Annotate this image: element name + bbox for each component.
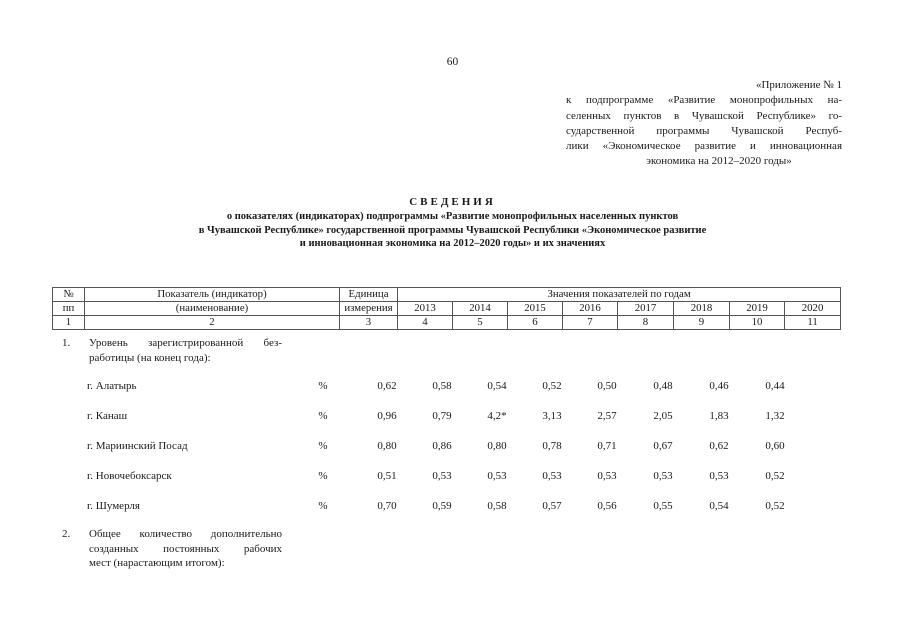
row-value: 0,78 bbox=[542, 440, 562, 452]
section-title-line: мест (нарастающим итогом): bbox=[89, 557, 225, 569]
header-year: 2018 bbox=[674, 302, 730, 316]
header-values-by-year: Значения показателей по годам bbox=[398, 288, 841, 302]
appendix-line: селенных пунктов в Чувашской Республике» го- bbox=[566, 109, 842, 122]
row-unit: % bbox=[318, 410, 328, 422]
table-row bbox=[52, 409, 840, 423]
subtitle-line: в Чувашской Республике» государственной программы Чувашской Республики «Экономическое развитие bbox=[198, 224, 707, 236]
column-number: 9 bbox=[674, 316, 730, 330]
row-value: 0,52 bbox=[542, 380, 562, 392]
section-number: 1. bbox=[62, 337, 71, 349]
row-value: 0,52 bbox=[765, 500, 785, 512]
appendix-title: «Приложение № 1 bbox=[755, 79, 842, 91]
row-value: 4,2* bbox=[487, 410, 507, 422]
row-value: 0,53 bbox=[542, 470, 562, 482]
row-value: 0,79 bbox=[432, 410, 452, 422]
row-value: 0,53 bbox=[432, 470, 452, 482]
row-value: 0,55 bbox=[653, 500, 673, 512]
column-number: 4 bbox=[398, 316, 453, 330]
header-year: 2019 bbox=[730, 302, 785, 316]
header-year: 2015 bbox=[508, 302, 563, 316]
row-value: 3,13 bbox=[542, 410, 562, 422]
row-value: 0,80 bbox=[377, 440, 397, 452]
row-unit: % bbox=[318, 500, 328, 512]
row-value: 0,70 bbox=[377, 500, 397, 512]
table-row bbox=[52, 379, 840, 393]
document-title: СВЕДЕНИЯ bbox=[409, 196, 496, 208]
header-year: 2020 bbox=[785, 302, 841, 316]
row-value: 0,80 bbox=[487, 440, 507, 452]
section-title bbox=[89, 527, 282, 571]
row-unit: % bbox=[318, 440, 328, 452]
row-value: 0,57 bbox=[542, 500, 562, 512]
row-value: 0,54 bbox=[709, 500, 729, 512]
row-name: г. Канаш bbox=[87, 410, 128, 422]
row-value: 0,46 bbox=[709, 380, 729, 392]
row-value: 0,50 bbox=[597, 380, 617, 392]
appendix-line: к подпрограмме «Развитие монопрофильных на- bbox=[566, 94, 842, 107]
row-value: 0,62 bbox=[377, 380, 397, 392]
column-number: 6 bbox=[508, 316, 563, 330]
row-unit: % bbox=[318, 380, 328, 392]
section-title-line: работицы (на конец года): bbox=[89, 351, 211, 364]
row-name: г. Алатырь bbox=[87, 380, 137, 392]
appendix-note bbox=[566, 78, 842, 170]
row-value: 0,58 bbox=[432, 380, 452, 392]
section-title-line: Общее количество дополнительно bbox=[89, 528, 282, 540]
row-value: 0,53 bbox=[487, 470, 507, 482]
section-title-line: созданных постоянных рабочих bbox=[89, 542, 282, 555]
row-value: 0,71 bbox=[597, 440, 617, 452]
document-subtitle bbox=[0, 210, 905, 251]
indicators-table-header bbox=[52, 287, 841, 330]
row-value: 0,58 bbox=[487, 500, 507, 512]
row-value: 0,96 bbox=[377, 410, 397, 422]
section-number: 2. bbox=[62, 528, 71, 540]
column-number: 11 bbox=[785, 316, 841, 330]
row-value: 0,86 bbox=[432, 440, 452, 452]
header-num: № bbox=[53, 288, 85, 302]
column-number: 2 bbox=[85, 316, 340, 330]
appendix-line: экономика на 2012–2020 годы» bbox=[646, 155, 792, 168]
column-number: 1 bbox=[53, 316, 85, 330]
section-title-line: Уровень зарегистрированной без- bbox=[89, 337, 282, 349]
row-value: 0,59 bbox=[432, 500, 452, 512]
column-number: 5 bbox=[453, 316, 508, 330]
subtitle-line: о показателях (индикаторах) подпрограммы «Развитие монопрофильных населенных пунктов bbox=[226, 211, 679, 222]
column-number: 8 bbox=[618, 316, 674, 330]
row-unit: % bbox=[318, 470, 328, 482]
page-number: 60 bbox=[446, 56, 459, 68]
row-value: 0,54 bbox=[487, 380, 507, 392]
row-value: 0,51 bbox=[377, 470, 397, 482]
row-value: 0,53 bbox=[709, 470, 729, 482]
header-num: пп bbox=[53, 302, 85, 316]
row-name: г. Мариинский Посад bbox=[87, 440, 188, 452]
row-value: 0,52 bbox=[765, 470, 785, 482]
column-number: 7 bbox=[563, 316, 618, 330]
row-value: 0,48 bbox=[653, 380, 673, 392]
header-year: 2014 bbox=[453, 302, 508, 316]
header-unit: Единица bbox=[340, 288, 398, 302]
table-row bbox=[52, 499, 840, 513]
row-value: 0,53 bbox=[653, 470, 673, 482]
header-indicator: (наименование) bbox=[85, 302, 340, 316]
appendix-line: сударственной программы Чувашской Респуб- bbox=[566, 124, 842, 137]
header-year: 2013 bbox=[398, 302, 453, 316]
appendix-line: лики «Экономическое развитие и инновационная bbox=[566, 140, 842, 153]
header-year: 2016 bbox=[563, 302, 618, 316]
header-indicator: Показатель (индикатор) bbox=[85, 288, 340, 302]
table-row bbox=[52, 439, 840, 453]
row-value: 2,05 bbox=[653, 410, 673, 422]
row-value: 0,62 bbox=[709, 440, 729, 452]
row-value: 0,67 bbox=[653, 440, 673, 452]
column-number: 10 bbox=[730, 316, 785, 330]
row-name: г. Новочебоксарск bbox=[87, 470, 172, 482]
row-value: 0,56 bbox=[597, 500, 617, 512]
row-name: г. Шумерля bbox=[87, 500, 140, 512]
row-value: 0,60 bbox=[765, 440, 785, 452]
section-title bbox=[89, 336, 282, 365]
column-number: 3 bbox=[340, 316, 398, 330]
row-value: 0,44 bbox=[765, 380, 785, 392]
table-row bbox=[52, 469, 840, 483]
header-unit: измерения bbox=[340, 302, 398, 316]
header-year: 2017 bbox=[618, 302, 674, 316]
row-value: 0,53 bbox=[597, 470, 617, 482]
row-value: 1,83 bbox=[709, 410, 729, 422]
subtitle-line: и инновационная экономика на 2012–2020 годы» и их значениях bbox=[299, 238, 606, 250]
row-value: 1,32 bbox=[765, 410, 785, 422]
row-value: 2,57 bbox=[597, 410, 617, 422]
